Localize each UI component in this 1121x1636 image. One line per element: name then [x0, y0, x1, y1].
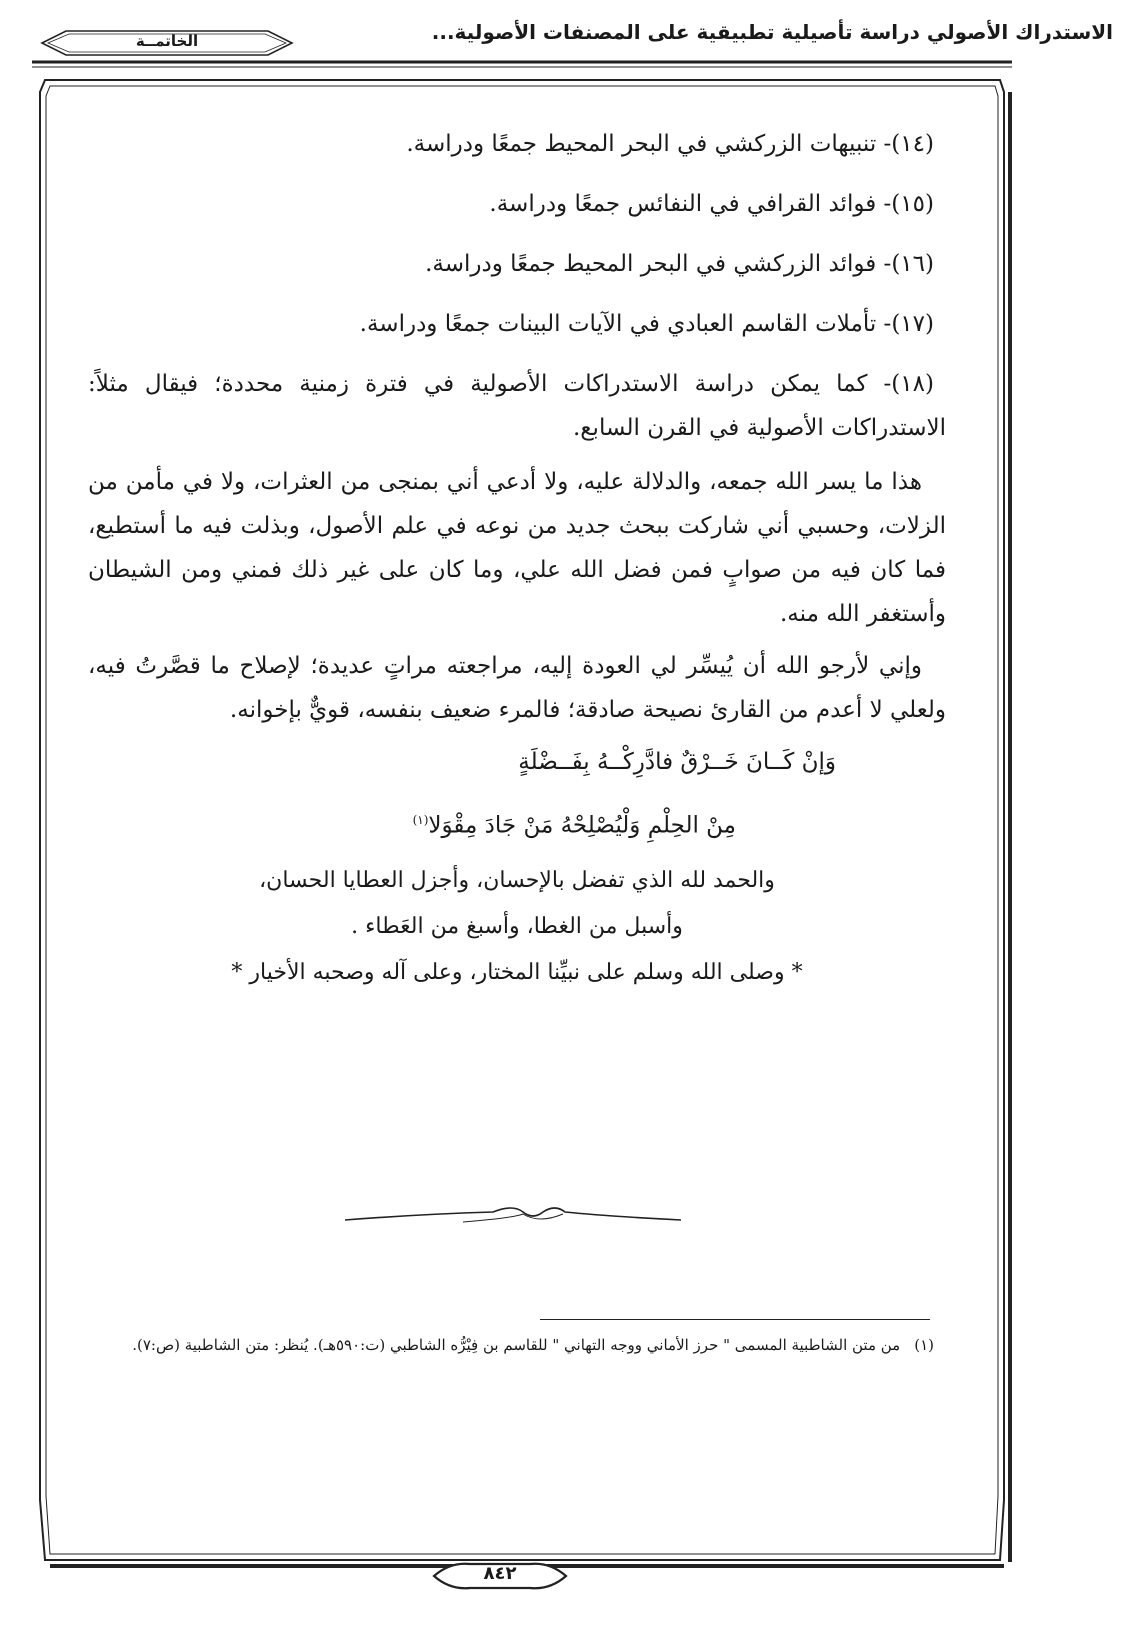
list-item: (١٨)- كما يمكن دراسة الاستدراكات الأصولية في فترة زمنية محددة؛ فيقال مثلاً: الاستدراكات الأصولية في القرن السابع.: [88, 371, 946, 441]
footnote-separator: [540, 1319, 930, 1320]
book-title: الاستدراك الأصولي دراسة تأصيلية تطبيقية على المصنفات الأصولية...: [431, 20, 1113, 44]
list-item: (١٧)- تأملات القاسم العبادي في الآيات البينات جمعًا ودراسة.: [359, 311, 934, 337]
ornament-divider: [343, 1200, 683, 1230]
page-number-badge: [430, 1558, 570, 1594]
footnote-ref: (١): [412, 813, 429, 827]
section-label: الخاتمــة: [135, 32, 199, 50]
page-header: [0, 0, 1121, 75]
list-item: (١٤)- تنبيهات الزركشي في البحر المحيط جمعًا ودراسة.: [406, 131, 934, 157]
closing-doxology: [88, 858, 946, 996]
footnote-text: من متن الشاطبية المسمى " حرز الأماني ووجه التهاني " للقاسم بن فِيْرُّه الشاطبي (ت:٥٩٠هـ). يُنظر: متن الشاطبية (ص:٧).: [132, 1336, 901, 1354]
verse-line: وَإنْ كَــانَ خَــرْقٌ فادَّرِكْــهُ بِفَــضْلَةٍ: [518, 749, 836, 775]
paragraph: هذا ما يسر الله جمعه، والدلالة عليه، ولا أدعي أني بمنجى من العثرات، ولا في مأمن من الزلات، وحسبي أني شاركت ببحث جديد من نوعه في علم الأصول، وبذلت فيه ما أستطيع، فما كان فيه من صوابٍ فمن فضل الله علي، وما كان على غير ذلك فمني ومن الشيطان وأستغفر الله منه.: [88, 469, 946, 627]
list-item: (١٦)- فوائد الزركشي في البحر المحيط جمعًا ودراسة.: [425, 251, 934, 277]
closing-line: والحمد لله الذي تفضل بالإحسان، وأجزل العطايا الحسان،: [259, 867, 775, 893]
main-content: [88, 122, 946, 996]
footnote: [84, 1326, 934, 1364]
verse-line: مِنْ الحِلْمِ وَلْيُصْلِحْهُ مَنْ جَادَ مِقْوَلا: [428, 812, 736, 839]
footnote-number: (١): [914, 1336, 934, 1354]
closing-line: * وصلى الله وسلم على نبيِّنا المختار، وعلى آله وصحبه الأخيار *: [231, 959, 803, 985]
list-item: (١٥)- فوائد القرافي في النفائس جمعًا ودراسة.: [489, 191, 934, 217]
page-number: ٨٤٢: [483, 1563, 517, 1584]
closing-line: وأسبل من الغطا، وأسبغ من العَطاء .: [351, 913, 683, 939]
header-rule: [32, 60, 1012, 70]
paragraph: وإني لأرجو الله أن يُيسِّر لي العودة إليه، مراجعته مراتٍ عديدة؛ لإصلاح ما قصَّرتُ فيه، ولعلي لا أعدم من القارئ نصيحة صادقة؛ فالمرء ضعيف بنفسه، قويٌّ بإخوانه.: [88, 653, 946, 723]
verse-line-with-ref: [88, 798, 946, 848]
section-tab: [40, 28, 294, 58]
